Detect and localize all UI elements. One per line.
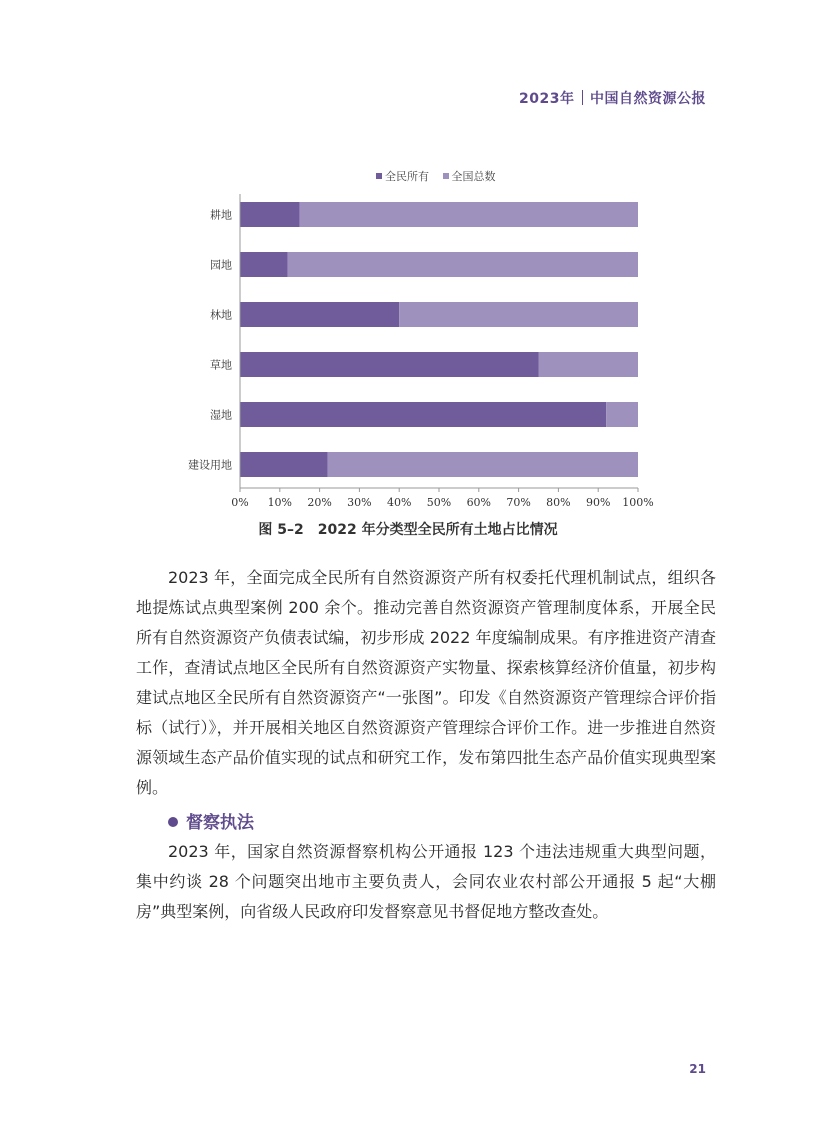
x-tick-label: 30% — [347, 496, 372, 509]
bar-segment-2-2 — [288, 252, 638, 277]
x-tick-label: 80% — [546, 496, 571, 509]
legend-label: 全民所有 — [385, 170, 429, 183]
category-label: 建设用地 — [188, 458, 232, 472]
x-tick-label: 50% — [426, 496, 452, 509]
page-number: 21 — [689, 1062, 706, 1076]
bar-segment-1-6 — [240, 452, 328, 477]
paragraph-asset-management: 2023 年，全面完成全民所有自然资源资产所有权委托代理机制试点，组织各地提炼试点典型案例 200 余个。推动完善自然资源资产管理制度体系，开展全民所有自然资源资产负债表试编，初步形成 2022 年度编制成果。有序推进资产清查工作，查清试点地区全民所有自然资源资产实物量、探索核算经济价值量，初步构建试点地区全民所有自然资源资产“一张图”。印发《自然资源资产管理综合评价指标（试行）》，并开展相关地区自然资源资产管理综合评价工作。进一步推进自然资源领域生态产品价值实现的试点和研究工作，发布第四批生态产品价值实现典型案例。 — [136, 568, 716, 797]
x-tick-label: 0% — [231, 496, 249, 509]
category-label: 耕地 — [210, 208, 232, 222]
bar-segment-1-3 — [240, 302, 399, 327]
legend-label: 全国总数 — [451, 170, 496, 183]
category-label: 园地 — [210, 258, 232, 272]
stacked-bar-chart — [0, 0, 816, 520]
bullet-dot-icon — [168, 817, 178, 827]
x-tick-label: 60% — [466, 496, 492, 509]
bar-segment-1-5 — [240, 402, 606, 427]
category-label: 林地 — [210, 308, 232, 322]
bar-segment-2-5 — [606, 402, 638, 427]
x-tick-label: 40% — [386, 496, 412, 509]
x-tick-label: 10% — [267, 496, 293, 509]
bar-segment-1-1 — [240, 202, 300, 227]
section-title: 督察执法 — [186, 813, 254, 833]
x-tick-label: 20% — [307, 496, 332, 509]
figure-caption: 图 5–2 2022 年分类型全民所有土地占比情况 — [258, 522, 558, 538]
bar-segment-1-4 — [240, 352, 539, 377]
category-label: 湿地 — [210, 408, 232, 422]
x-tick-label: 70% — [506, 496, 531, 509]
bar-segment-2-1 — [300, 202, 638, 227]
bar-segment-2-6 — [328, 452, 638, 477]
x-tick-label: 90% — [585, 496, 611, 509]
header-year: 2023年 — [519, 91, 575, 107]
header-title: 中国自然资源公报 — [590, 91, 706, 107]
bar-segment-2-3 — [399, 302, 638, 327]
x-tick-label: 100% — [622, 496, 654, 509]
paragraph-inspection: 2023 年，国家自然资源督察机构公开通报 123 个违法违规重大典型问题，集中约谈 28 个问题突出地市主要负责人，会同农业农村部公开通报 5 起“大棚房”典型案例，向省级人民政府印发督察意见书督促地方整改查处。 — [136, 842, 716, 921]
section-heading — [168, 808, 254, 833]
bar-segment-2-4 — [539, 352, 639, 377]
bar-segment-1-2 — [240, 252, 288, 277]
category-label: 草地 — [210, 358, 232, 372]
